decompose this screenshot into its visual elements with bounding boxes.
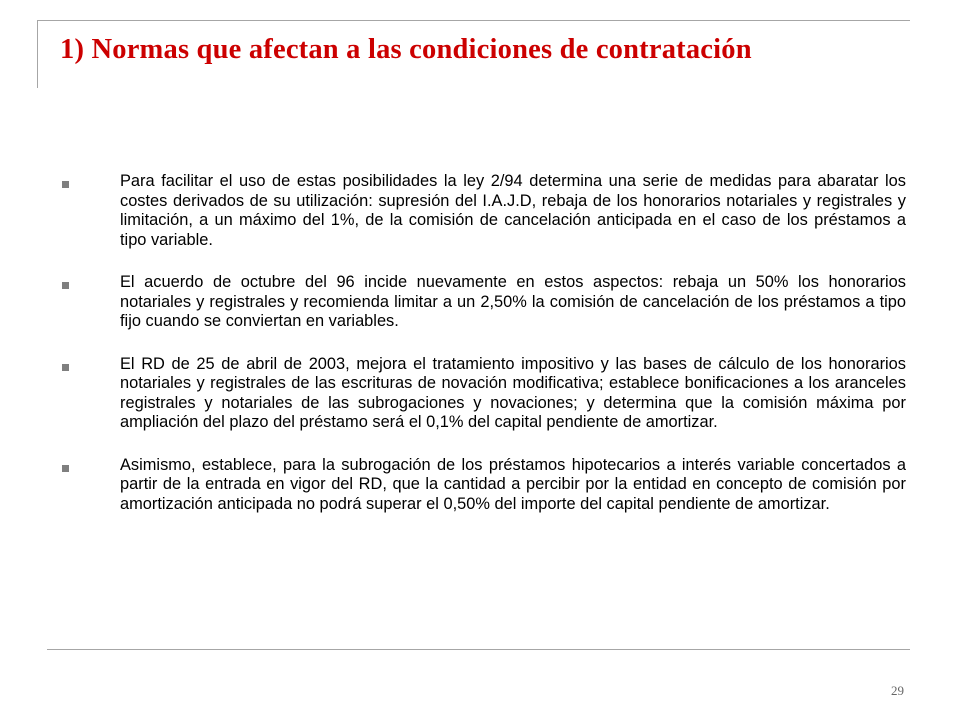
square-bullet-icon — [62, 364, 69, 371]
bullet-text: El RD de 25 de abril de 2003, mejora el tratamiento impositivo y las bases de cálculo de los honorarios notariales y registrales de las escrituras de novación modificativa; establece bonificaciones a los aranceles registrales y notariales de las subrogaciones y novaciones; y determina que la comisión máxima por ampliación del plazo del préstamo será el 0,1% del capital pendiente de amortizar. — [120, 354, 906, 431]
bullet-text: Para facilitar el uso de estas posibilidades la ley 2/94 determina una serie de medidas para abaratar los costes derivados de su utilización: supresión del I.A.J.D, rebaja de los honorarios notariales y registrales y limitación, a un máximo del 1%, de la comisión de cancelación anticipada en el caso de los préstamos a tipo variable. — [120, 172, 906, 249]
top-rule — [37, 20, 910, 21]
square-bullet-icon — [62, 465, 69, 472]
square-bullet-icon — [62, 181, 69, 188]
bullet-list — [62, 172, 906, 537]
bullet-text: El acuerdo de octubre del 96 incide nuevamente en estos aspectos: rebaja un 50% los honorarios notariales y registrales y recomienda limitar a un 2,50% la comisión de cancelación de los préstamos a tipo fijo cuando se conviertan en variables. — [120, 273, 906, 330]
bullet-item — [62, 273, 906, 332]
bullet-text: Asimismo, establece, para la subrogación de los préstamos hipotecarios a interés variable concertados a partir de la entrada en vigor del RD, que la cantidad a percibir por la entidad en concepto de comisión por amortización anticipada no podrá superar el 0,50% del importe del capital pendiente de amortizar. — [120, 455, 906, 513]
left-rule — [37, 20, 38, 88]
bullet-item — [62, 172, 906, 250]
slide-title: 1) Normas que afectan a las condiciones de contratación — [60, 34, 752, 65]
page-number: 29 — [891, 683, 904, 698]
bullet-item — [62, 456, 906, 515]
bullet-item — [62, 355, 906, 433]
bottom-rule — [47, 649, 910, 650]
square-bullet-icon — [62, 282, 69, 289]
